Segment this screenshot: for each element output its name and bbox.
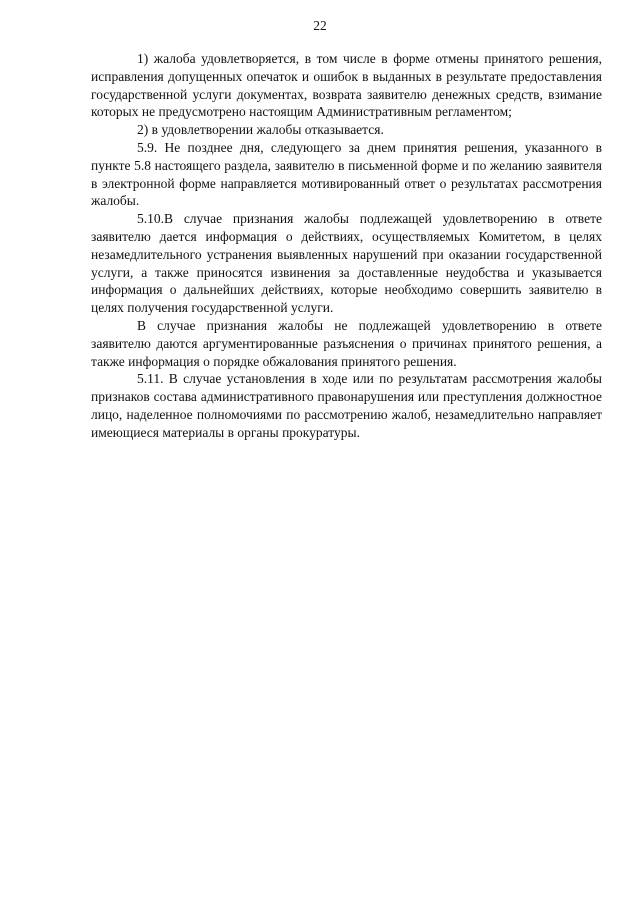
paragraph-5-10: 5.10.В случае признания жалобы подлежащей удовлетворению в ответе заявителю дается информация о действиях, осуществляемых Комитетом, в целях незамедлительного устранения выявленных нарушений при оказании государственной услуги, а также приносятся извинения за доставленные неудобства и указывается информация о дальнейших действиях, которые необходимо совершить заявителю в целях получения государственной услуги.: [91, 211, 602, 316]
paragraph-5-9: 5.9. Не позднее дня, следующего за днем принятия решения, указанного в пункте 5.8 настоящего раздела, заявителю в письменной форме и по желанию заявителя в электронной форме направляется мотивированный ответ о результатах рассмотрения жалобы.: [91, 139, 602, 209]
paragraph-complaint-rejected: 2) в удовлетворении жалобы отказывается.: [137, 122, 384, 138]
paragraph-5-11: 5.11. В случае установления в ходе или по результатам рассмотрения жалобы признаков состава административного правонарушения или преступления должностное лицо, наделенное полномочиями по рассмотрению жалоб, незамедлительно направляет имеющиеся материалы в органы прокуратуры.: [91, 371, 602, 440]
paragraph-not-satisfied: В случае признания жалобы не подлежащей удовлетворению в ответе заявителю даются аргументированные разъяснения о причинах принятого решения, а также информация о порядке обжалования принятого решения.: [91, 317, 602, 369]
paragraph-complaint-satisfied: 1) жалоба удовлетворяется, в том числе в форме отмены принятого решения, исправления допущенных опечаток и ошибок в выданных в результате предоставления государственной услуги документах, возврата заявителю денежных средств, взимание которых не предусмотрено настоящим Административным регламентом;: [91, 51, 602, 120]
document-body: [91, 50, 602, 442]
page-number: 22: [313, 18, 327, 33]
